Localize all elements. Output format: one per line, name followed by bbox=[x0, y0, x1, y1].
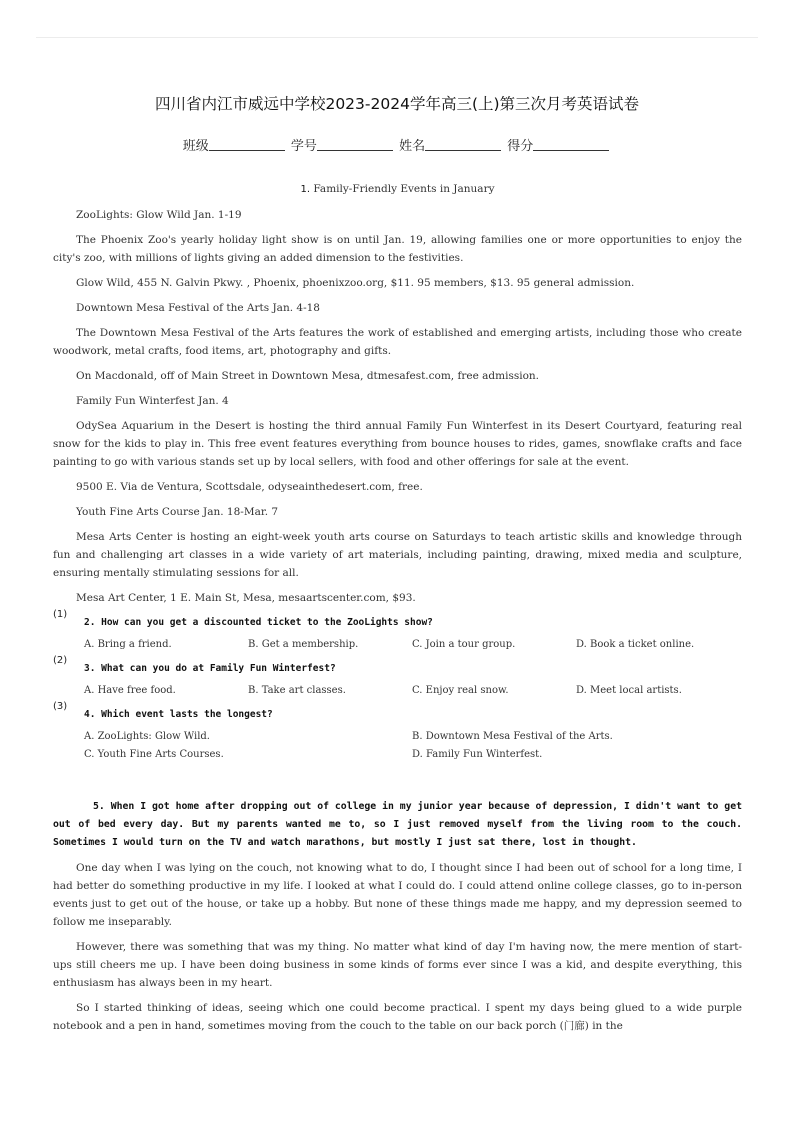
event4-details: Mesa Art Center, 1 E. Main St, Mesa, mesaartscenter.com, $93. bbox=[76, 592, 416, 604]
event4-title: Youth Fine Arts Course Jan. 18-Mar. 7 bbox=[76, 506, 279, 518]
option-a[interactable]: A. Have free food. bbox=[84, 685, 176, 696]
passage2-paragraph: However, there was something that was my thing. No matter what kind of day I'm having now, the mere mention of start-ups still cheers me up. I have been doing business in some kinds of forms ever since I was a kid, and despite everything, this enthusiasm has always been in my heart. bbox=[53, 941, 742, 989]
option-b[interactable]: B. Get a membership. bbox=[248, 639, 359, 650]
option-c[interactable]: C. Youth Fine Arts Courses. bbox=[84, 749, 224, 760]
class-label: 班级 bbox=[182, 139, 209, 154]
event1-details: Glow Wild, 455 N. Galvin Pkwy. , Phoenix, phoenixzoo.org, $11. 95 members, $13. 95 general admission. bbox=[76, 277, 635, 289]
question-3-text: 4. Which event lasts the longest? bbox=[84, 709, 273, 720]
event4-description: Mesa Arts Center is hosting an eight-week youth arts course on Saturdays to teach artistic skills and knowledge through fun and challenging art classes in a wide variety of art materials, including painting, drawing, mixed media and sculpture, ensuring mentally stimulating sessions for all. bbox=[53, 531, 742, 579]
option-a[interactable]: A. ZooLights: Glow Wild. bbox=[84, 731, 210, 742]
event1-description: The Phoenix Zoo's yearly holiday light show is on until Jan. 19, allowing families one or more opportunities to enjoy the city's zoo, with millions of lights giving an added dimension to the festivities. bbox=[53, 234, 742, 264]
option-c[interactable]: C. Enjoy real snow. bbox=[412, 685, 509, 696]
student-id-label: 学号 bbox=[290, 139, 317, 154]
option-d[interactable]: D. Book a ticket online. bbox=[576, 639, 695, 650]
passage1-heading bbox=[53, 180, 742, 199]
question-2-text: 3. What can you do at Family Fun Winterfest? bbox=[84, 663, 336, 674]
question-3-marker: (3) bbox=[53, 701, 68, 712]
page-title: 四川省内江市威远中学校2023-2024学年高三(上)第三次月考英语试卷 bbox=[154, 95, 640, 113]
question-1-text: 2. How can you get a discounted ticket to the ZooLights show? bbox=[84, 617, 433, 628]
name-label: 姓名 bbox=[399, 139, 426, 154]
question-1-options bbox=[84, 636, 742, 654]
event3-details: 9500 E. Via de Ventura, Scottsdale, odyseainthedesert.com, free. bbox=[76, 481, 423, 493]
passage2-paragraph: One day when I was lying on the couch, not knowing what to do, I thought since I had been out of school for a long time, I had better do something productive in my life. I looked at what I could do. I could attend online college classes, go to in-person events just to get out of the house, or take up a hobby. But none of these things made me happy, and my depression seemed to follow me inseparably. bbox=[53, 862, 742, 928]
option-c[interactable]: C. Join a tour group. bbox=[412, 639, 516, 650]
top-divider bbox=[36, 37, 758, 38]
score-label: 得分 bbox=[507, 139, 534, 154]
student-info-line bbox=[0, 135, 794, 154]
question-2-marker: (2) bbox=[53, 655, 68, 666]
name-blank[interactable] bbox=[425, 137, 501, 151]
question-2-options bbox=[84, 682, 742, 700]
question-3 bbox=[53, 701, 742, 724]
option-a[interactable]: A. Bring a friend. bbox=[84, 639, 172, 650]
option-b[interactable]: B. Take art classes. bbox=[248, 685, 346, 696]
question-2 bbox=[53, 655, 742, 678]
option-d[interactable]: D. Family Fun Winterfest. bbox=[412, 749, 543, 760]
passage1-title: Family-Friendly Events in January bbox=[313, 183, 495, 195]
option-d[interactable]: D. Meet local artists. bbox=[576, 685, 682, 696]
student-id-blank[interactable] bbox=[317, 137, 393, 151]
event3-title: Family Fun Winterfest Jan. 4 bbox=[76, 395, 229, 407]
event3-description: OdySea Aquarium in the Desert is hosting the third annual Family Fun Winterfest in its Desert Courtyard, featuring real snow for the kids to play in. This free event features everything from bounce houses to rides, games, snowflake crafts and face painting to go with various stands set up by local sellers, with food and other offerings for sale at the event. bbox=[53, 420, 742, 468]
passage1-number: 1. bbox=[300, 184, 311, 195]
class-blank[interactable] bbox=[209, 137, 285, 151]
event1-title: ZooLights: Glow Wild Jan. 1-19 bbox=[76, 209, 242, 221]
question-3-options bbox=[84, 728, 742, 764]
question-1-marker: (1) bbox=[53, 609, 68, 620]
option-b[interactable]: B. Downtown Mesa Festival of the Arts. bbox=[412, 731, 613, 742]
score-blank[interactable] bbox=[533, 137, 609, 151]
event2-details: On Macdonald, off of Main Street in Downtown Mesa, dtmesafest.com, free admission. bbox=[76, 370, 539, 382]
event2-title: Downtown Mesa Festival of the Arts Jan. 4-18 bbox=[76, 302, 320, 314]
passage2-paragraph: So I started thinking of ideas, seeing which one could become practical. I spent my days being glued to a wide purple notebook and a pen in hand, sometimes moving from the couch to the table on our back porch (门廊) in the bbox=[53, 1002, 742, 1032]
event2-description: The Downtown Mesa Festival of the Arts features the work of established and emerging artists, including those who create woodwork, metal crafts, food items, art, photography and gifts. bbox=[53, 327, 742, 357]
passage2-intro: 5. When I got home after dropping out of college in my junior year because of depression, I didn't want to get out of bed every day. But my parents wanted me to, so I just removed myself from the living room to the couch. Sometimes I would turn on the TV and watch marathons, but mostly I just sat there, lost in thought. bbox=[53, 801, 742, 848]
question-1 bbox=[53, 609, 742, 632]
exam-content bbox=[53, 180, 742, 1042]
